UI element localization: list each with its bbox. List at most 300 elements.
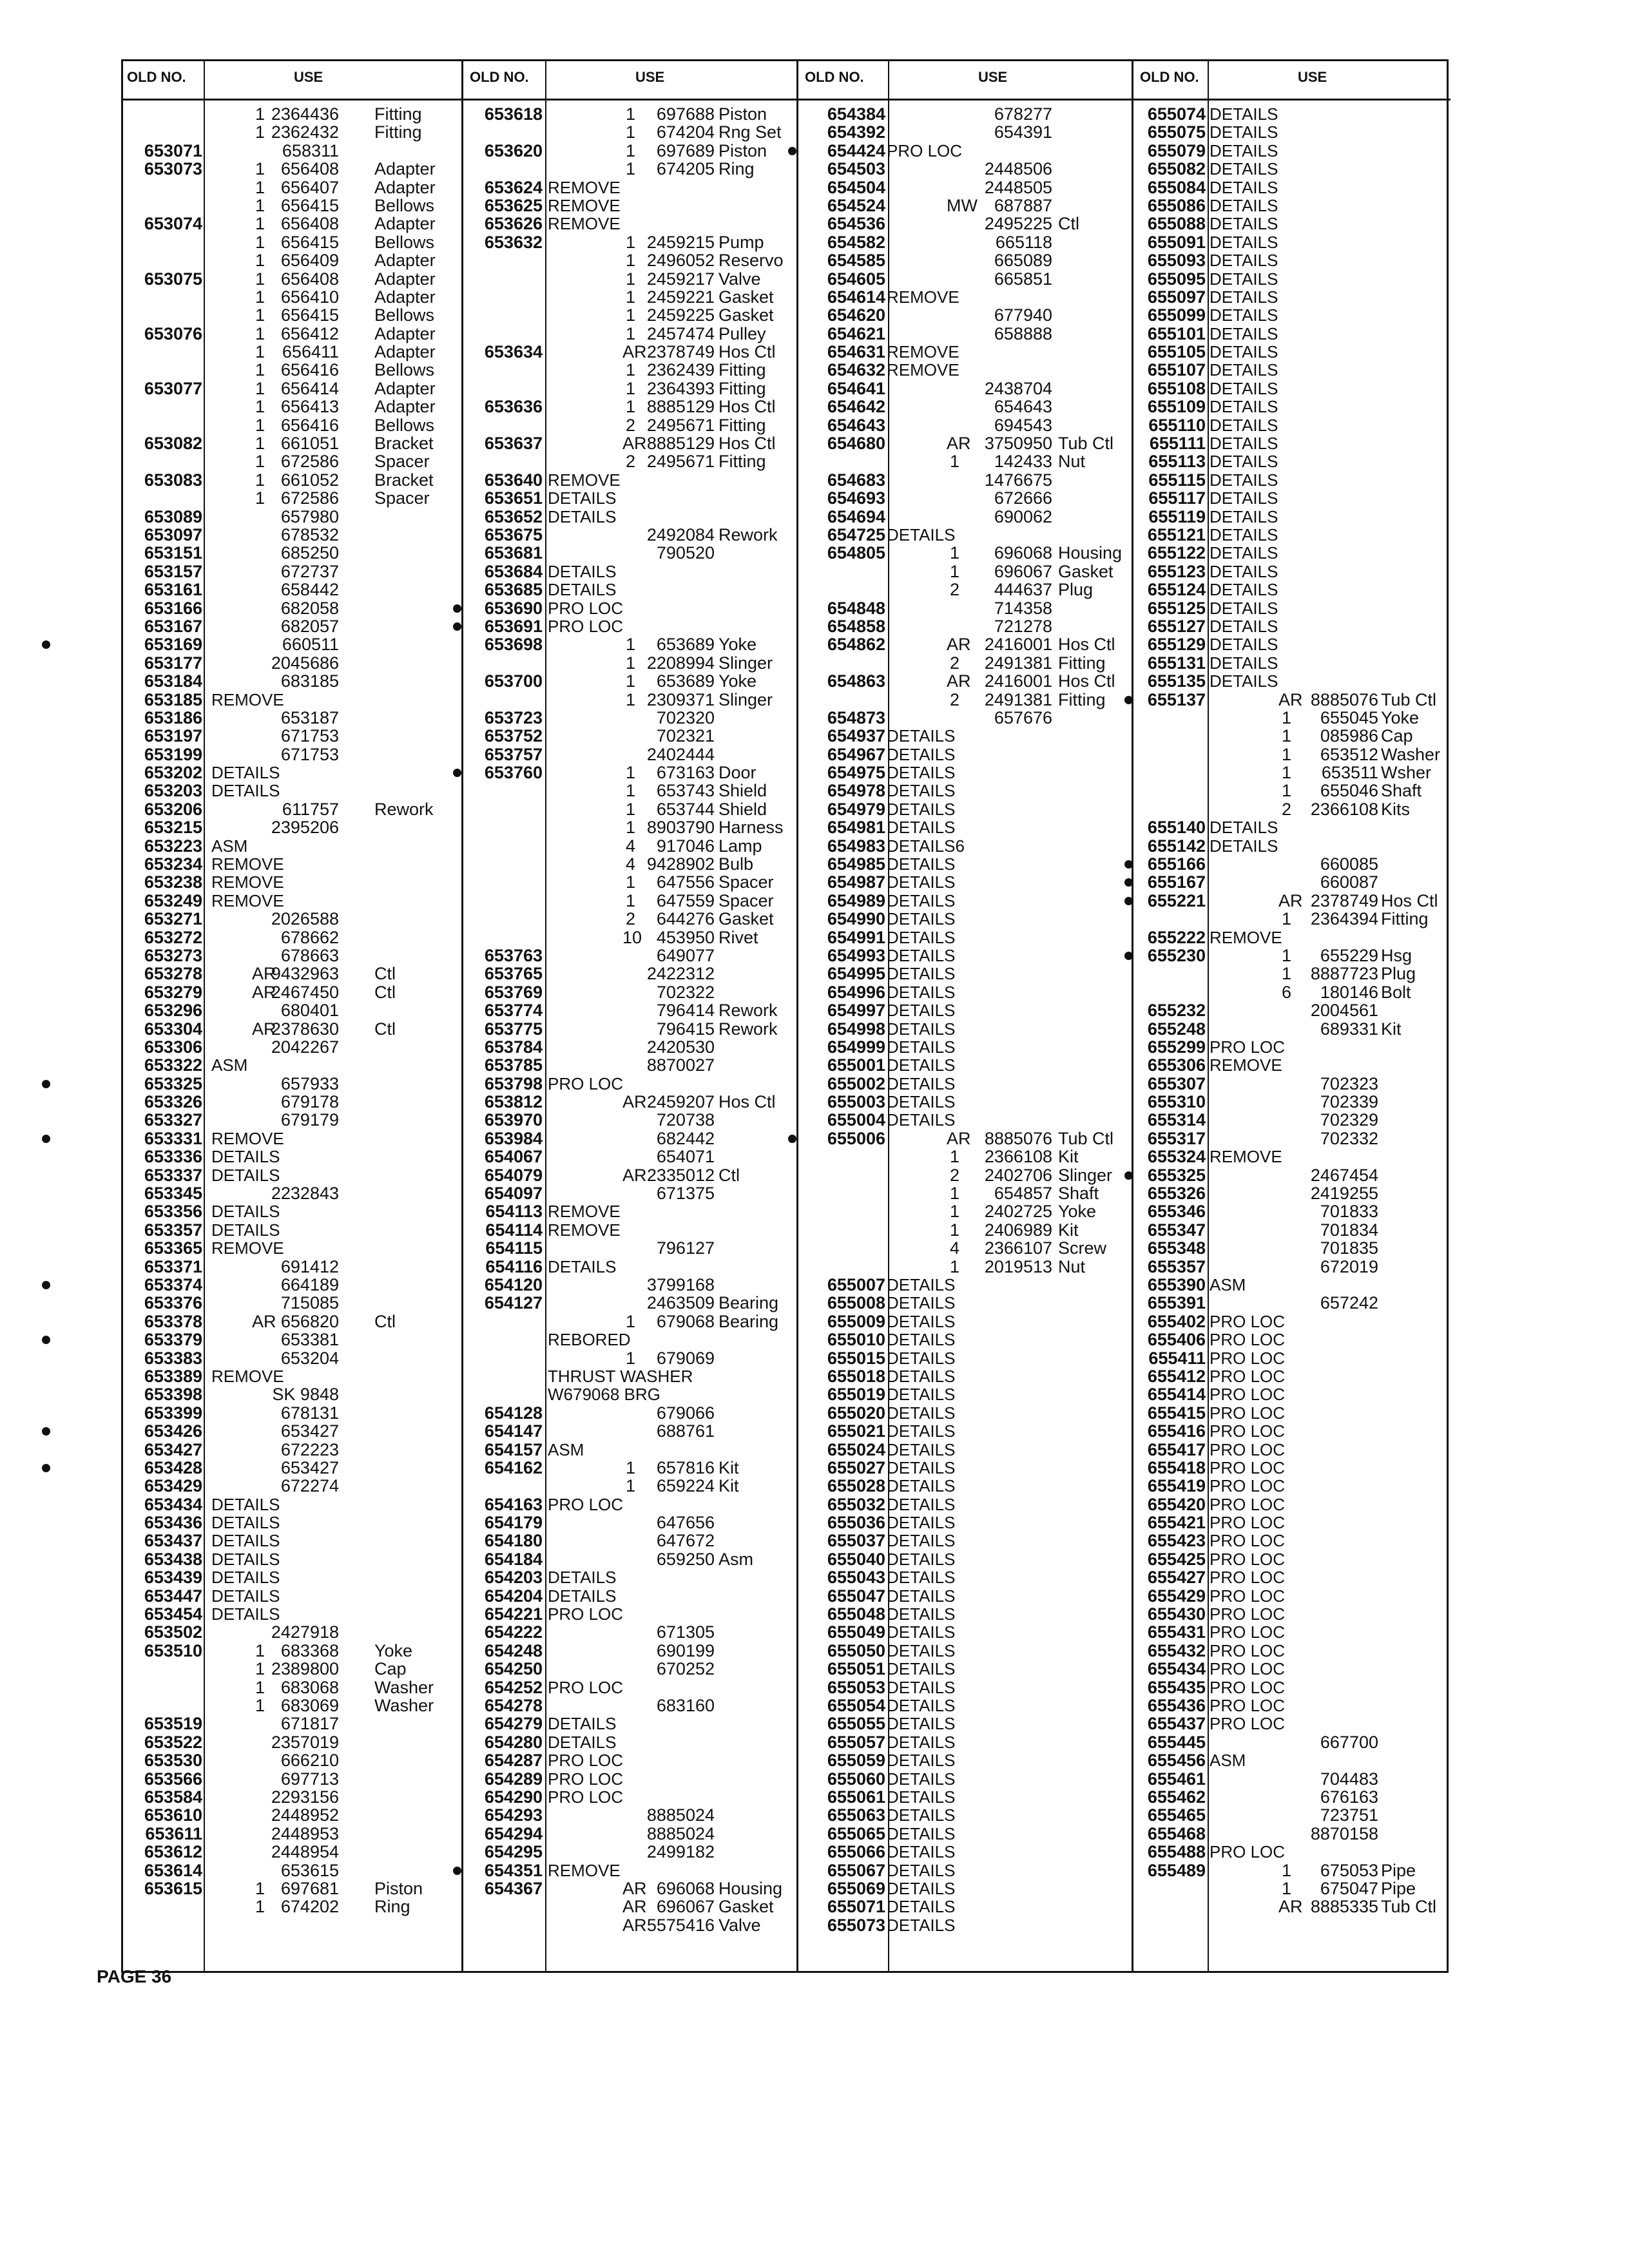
table-row: [1133, 105, 1451, 123]
quantity: 1: [625, 1457, 635, 1477]
use-keyword: DETAILS: [1210, 635, 1278, 655]
old-number: 654147: [484, 1421, 543, 1441]
old-number: 653566: [144, 1769, 202, 1789]
quantity: 1: [949, 1147, 959, 1167]
quantity: AR: [947, 1128, 971, 1148]
old-number: 655001: [827, 1055, 885, 1075]
table-row: [1133, 1404, 1451, 1422]
old-number: 655050: [827, 1640, 885, 1660]
part-description: Asm: [718, 1549, 753, 1569]
old-number: 654996: [827, 982, 885, 1002]
table-row: [123, 1258, 461, 1276]
header-old-no: OLD NO.: [1140, 69, 1199, 85]
part-number: 180146: [1320, 982, 1378, 1002]
table-row: [798, 361, 1132, 379]
part-description: Nut: [1058, 452, 1086, 472]
table-row: [463, 928, 796, 947]
part-number: 671753: [280, 744, 339, 764]
part-number: 654391: [994, 122, 1052, 142]
column-1: [123, 61, 461, 1971]
table-row: [1133, 947, 1451, 965]
use-keyword: PRO LOC: [1210, 1476, 1286, 1496]
old-number: 655417: [1147, 1439, 1206, 1459]
bullet-dot-icon: [42, 1281, 50, 1289]
use-keyword: PRO LOC: [1210, 1695, 1286, 1715]
old-number: 654967: [827, 744, 885, 764]
old-number: 653634: [484, 342, 543, 362]
quantity: 1: [625, 653, 635, 673]
table-row: [1133, 1020, 1451, 1038]
use-keyword: ASM: [211, 1055, 248, 1075]
table-row: [463, 434, 796, 452]
table-row: [463, 1441, 796, 1459]
quantity: 2: [949, 689, 959, 709]
table-row: [123, 452, 461, 470]
part-number: 671817: [280, 1714, 339, 1734]
table-row: [463, 1385, 796, 1403]
old-number: 654128: [484, 1403, 543, 1423]
table-row: [123, 1093, 461, 1111]
part-number: 3799168: [646, 1275, 715, 1294]
use-keyword: DETAILS: [1210, 122, 1278, 142]
part-description: Ctl: [374, 982, 396, 1002]
quantity: 1: [1281, 1860, 1291, 1880]
old-number: 654279: [484, 1714, 543, 1734]
old-number: 653437: [144, 1531, 202, 1551]
old-number: 654248: [484, 1640, 543, 1660]
use-keyword: DETAILS: [1210, 232, 1278, 252]
old-number: 653454: [144, 1604, 202, 1624]
part-number: 2402706: [984, 1165, 1052, 1185]
table-row: [1133, 782, 1451, 800]
part-description: Bulb: [718, 854, 754, 874]
old-number: 655418: [1147, 1457, 1206, 1477]
table-row: [463, 544, 796, 562]
bullet-dot-icon: [453, 622, 461, 631]
old-number: 655411: [1148, 1348, 1206, 1368]
table-row: [463, 1806, 796, 1824]
old-number: 654990: [827, 909, 885, 929]
old-number: 655071: [827, 1897, 885, 1917]
part-description: Gasket: [718, 287, 774, 307]
table-row: [798, 123, 1132, 141]
table-row: [798, 965, 1132, 983]
part-number: 8885076: [984, 1128, 1052, 1148]
part-number: 702329: [1320, 1110, 1378, 1130]
part-number: 649077: [656, 945, 715, 965]
part-number: 2364436: [271, 104, 339, 124]
part-number: 672586: [280, 488, 339, 508]
old-number: 653076: [144, 323, 202, 343]
quantity: 1: [255, 452, 265, 472]
old-number: 653223: [144, 836, 202, 856]
quantity: 1: [949, 1184, 959, 1204]
quantity: 1: [625, 1348, 635, 1368]
part-number: 2357019: [271, 1732, 339, 1752]
use-keyword: DETAILS: [887, 799, 956, 819]
old-number: 653238: [144, 872, 202, 892]
table-row: [798, 1843, 1132, 1861]
quantity: 1: [255, 195, 265, 215]
table-row: [1133, 1550, 1451, 1568]
use-keyword: DETAILS: [887, 524, 956, 544]
quantity: 1: [255, 378, 265, 398]
quantity: AR: [622, 1878, 647, 1898]
use-keyword: DETAILS: [887, 744, 956, 764]
table-row: [463, 325, 796, 343]
old-number: 654643: [827, 415, 885, 435]
old-number: 655004: [827, 1110, 885, 1130]
table-row: [798, 1404, 1132, 1422]
use-keyword: REMOVE: [211, 689, 284, 709]
table-row: [123, 1532, 461, 1550]
part-number: 691412: [280, 1256, 339, 1276]
part-number: 697688: [656, 104, 715, 124]
table-row: [798, 1898, 1132, 1916]
quantity: 1: [949, 543, 959, 563]
table-row: [463, 160, 796, 178]
old-number: 653157: [144, 561, 202, 581]
table-row: [463, 1221, 796, 1239]
old-number: 655232: [1147, 1001, 1206, 1021]
part-number: 696067: [994, 561, 1052, 581]
old-number: 654114: [485, 1220, 543, 1240]
quantity: 1: [255, 159, 265, 179]
use-keyword: PRO LOC: [1210, 1513, 1286, 1533]
table-row: [123, 1550, 461, 1568]
table-row: [798, 617, 1132, 635]
use-keyword: PRO LOC: [1210, 1439, 1286, 1459]
quantity: 1: [625, 1311, 635, 1331]
use-keyword: REMOVE: [887, 342, 959, 362]
old-number: 655489: [1147, 1860, 1206, 1880]
old-number: 655009: [827, 1311, 885, 1331]
quantity: 1: [1281, 707, 1291, 727]
use-keyword: DETAILS: [887, 1055, 956, 1075]
quantity: 1: [255, 360, 265, 380]
table-row: [463, 1495, 796, 1514]
part-number: 8885076: [1310, 689, 1378, 709]
old-number: 655135: [1147, 671, 1206, 691]
old-number: 655402: [1147, 1311, 1206, 1331]
old-number: 655010: [827, 1330, 885, 1350]
part-number: 2364393: [646, 378, 715, 398]
use-keyword: DETAILS: [887, 1878, 956, 1898]
old-number: 653785: [484, 1055, 543, 1075]
old-number: 653438: [144, 1549, 202, 1569]
table-row: [123, 1623, 461, 1641]
old-number: 653167: [144, 616, 202, 636]
table-row: [123, 892, 461, 910]
use-keyword: DETAILS: [548, 561, 617, 581]
table-row: [463, 1879, 796, 1898]
table-row: [798, 1879, 1132, 1898]
table-row: [123, 1843, 461, 1861]
part-number: 660087: [1320, 872, 1378, 892]
table-row: [798, 1184, 1132, 1202]
use-keyword: DETAILS: [1210, 543, 1278, 563]
old-number: 653502: [144, 1622, 202, 1642]
old-number: 653614: [144, 1860, 202, 1880]
old-number: 653618: [484, 104, 543, 124]
old-number: 655166: [1147, 854, 1206, 874]
part-number: 672223: [280, 1439, 339, 1459]
old-number: 653306: [144, 1037, 202, 1057]
old-number: 653202: [144, 763, 202, 783]
part-description: Spacer: [718, 872, 774, 892]
use-keyword: PRO LOC: [887, 140, 963, 160]
table-row: [1133, 233, 1451, 251]
table-row: [123, 1879, 461, 1898]
table-row: [123, 398, 461, 416]
table-row: [123, 1221, 461, 1239]
old-number: 655435: [1147, 1677, 1206, 1697]
part-number: 656411: [282, 342, 339, 362]
table-row: [1133, 1587, 1451, 1605]
old-number: 654293: [484, 1805, 543, 1825]
table-row: [123, 928, 461, 947]
old-number: 655488: [1147, 1842, 1206, 1862]
table-row: [463, 233, 796, 251]
part-description: Hsg: [1381, 945, 1412, 965]
table-row: [123, 837, 461, 855]
table-row: [798, 251, 1132, 269]
old-number: 655391: [1147, 1293, 1206, 1313]
table-row: [798, 1294, 1132, 1312]
old-number: 653774: [484, 1001, 543, 1021]
old-number: 653691: [484, 616, 543, 636]
use-keyword: PRO LOC: [548, 1769, 624, 1789]
quantity: 1: [625, 818, 635, 838]
old-number: 653074: [144, 214, 202, 234]
use-keyword: PRO LOC: [1210, 1494, 1286, 1514]
table-row: [123, 178, 461, 197]
table-row: [123, 1422, 461, 1440]
part-number: 8885024: [646, 1823, 715, 1843]
part-number: 657980: [280, 506, 339, 526]
part-number: 2448952: [271, 1805, 339, 1825]
table-row: [123, 1514, 461, 1532]
table-row: [1133, 1111, 1451, 1129]
old-number: 655310: [1147, 1092, 1206, 1112]
quantity: 10: [622, 927, 642, 947]
part-description: Valve: [718, 269, 761, 289]
part-description: Bearing: [718, 1311, 779, 1331]
old-number: 655079: [1147, 140, 1206, 160]
old-number: 653073: [144, 159, 202, 179]
table-row: [798, 873, 1132, 891]
use-keyword: DETAILS: [1210, 818, 1278, 838]
table-row: [123, 142, 461, 160]
table-row: [463, 1093, 796, 1111]
table-row: [1133, 1367, 1451, 1385]
old-number: 655048: [827, 1604, 885, 1624]
table-row: [1133, 1806, 1451, 1824]
old-number: 655019: [827, 1385, 885, 1405]
old-number: 653177: [144, 653, 202, 673]
table-row: [798, 1715, 1132, 1733]
old-number: 653752: [484, 726, 543, 746]
table-row: [798, 672, 1132, 690]
old-number: 654203: [484, 1568, 543, 1588]
table-row: [1133, 1422, 1451, 1440]
part-description: Ctl: [374, 964, 396, 984]
use-keyword: DETAILS: [887, 854, 956, 874]
old-number: 655125: [1147, 598, 1206, 618]
table-row: [1133, 1605, 1451, 1623]
table-row: [1133, 691, 1451, 709]
table-row: [1133, 1331, 1451, 1349]
table-row: [463, 1898, 796, 1916]
table-row: [123, 727, 461, 745]
old-number: 654937: [827, 726, 885, 746]
table-row: [798, 1605, 1132, 1623]
table-row: [463, 178, 796, 197]
old-number: 655047: [827, 1586, 885, 1606]
old-number: 653690: [484, 598, 543, 618]
bullet-dot-icon: [1124, 897, 1133, 905]
table-row: [798, 1459, 1132, 1477]
table-row: [123, 1898, 461, 1916]
old-number: 653784: [484, 1037, 543, 1057]
part-description: Screw: [1058, 1238, 1107, 1258]
bullet-dot-icon: [42, 1336, 50, 1344]
part-description: Hos Ctl: [718, 1092, 776, 1112]
table-row: [123, 1441, 461, 1459]
old-number: 653426: [144, 1421, 202, 1441]
part-number: 2378749: [646, 342, 715, 362]
table-row: [798, 1642, 1132, 1660]
part-number: 654857: [994, 1184, 1052, 1204]
old-number: 654632: [827, 360, 885, 380]
table-row: [1133, 380, 1451, 398]
old-number: 655357: [1147, 1256, 1206, 1276]
quantity: AR: [1278, 1897, 1303, 1917]
table-row: [1133, 562, 1451, 581]
use-keyword: REMOVE: [548, 177, 621, 197]
table-row: [1133, 142, 1451, 160]
old-number: 655140: [1147, 818, 1206, 838]
use-keyword: DETAILS: [887, 1494, 956, 1514]
part-description: Washer: [374, 1695, 434, 1715]
part-number: 2492084: [646, 524, 715, 544]
old-number: 655462: [1147, 1787, 1206, 1807]
old-number: 653775: [484, 1019, 543, 1039]
table-row: [123, 380, 461, 398]
old-number: 655043: [827, 1568, 885, 1588]
use-keyword: PRO LOC: [548, 1604, 624, 1624]
bullet-dot-icon: [42, 1464, 50, 1472]
table-row: [463, 270, 796, 288]
old-number: 653684: [484, 561, 543, 581]
part-number: 2402725: [984, 1202, 1052, 1222]
table-row: [798, 1093, 1132, 1111]
table-row: [123, 508, 461, 526]
old-number: 653272: [144, 927, 202, 947]
part-number: 688761: [656, 1421, 715, 1441]
old-number: 655230: [1147, 945, 1206, 965]
table-row: [463, 361, 796, 379]
use-keyword: PRO LOC: [548, 598, 624, 618]
old-number: 654981: [827, 818, 885, 838]
table-row: [798, 1312, 1132, 1331]
part-number: 660085: [1320, 854, 1378, 874]
old-number: 655317: [1147, 1128, 1206, 1148]
table-row: [463, 745, 796, 764]
old-number: 655437: [1147, 1714, 1206, 1734]
old-number: 654620: [827, 305, 885, 325]
old-number: 655066: [827, 1842, 885, 1862]
table-row: [123, 123, 461, 141]
table-row: [463, 1696, 796, 1715]
part-description: Yoke: [374, 1640, 413, 1660]
part-number: 3750950: [984, 434, 1052, 454]
use-keyword: REMOVE: [887, 360, 959, 380]
old-number: 655091: [1147, 232, 1206, 252]
use-keyword: DETAILS: [1210, 342, 1278, 362]
use-keyword: DETAILS: [211, 1165, 280, 1185]
part-number: 697689: [656, 140, 715, 160]
part-number: 702323: [1320, 1073, 1378, 1093]
table-row: [463, 1184, 796, 1202]
part-number: 796127: [656, 1238, 715, 1258]
old-number: 655088: [1147, 214, 1206, 234]
use-keyword: DETAILS: [1210, 323, 1278, 343]
table-row: [463, 1056, 796, 1074]
part-description: Bracket: [374, 434, 434, 454]
use-keyword: DETAILS: [887, 1476, 956, 1496]
use-keyword: DETAILS: [1210, 616, 1278, 636]
table-row: [798, 1587, 1132, 1605]
table-row: [463, 526, 796, 544]
old-number: 653273: [144, 945, 202, 965]
old-number: 655434: [1147, 1659, 1206, 1679]
quantity: 2: [949, 580, 959, 600]
quantity: 1: [625, 397, 635, 417]
table-row: [1133, 965, 1451, 983]
part-description: Kit: [1058, 1147, 1079, 1167]
table-row: [123, 105, 461, 123]
part-description: Pulley: [718, 323, 766, 343]
table-row: [463, 1642, 796, 1660]
old-number: 654250: [484, 1659, 543, 1679]
old-number: 655108: [1147, 378, 1206, 398]
table-row: [798, 1751, 1132, 1769]
table-row: [798, 1660, 1132, 1678]
old-number: 653371: [144, 1256, 202, 1276]
old-number: 655086: [1147, 195, 1206, 215]
old-number: 653322: [144, 1055, 202, 1075]
use-keyword: PRO LOC: [548, 1494, 624, 1514]
table-row: [463, 306, 796, 324]
old-number: 653522: [144, 1732, 202, 1752]
use-keyword: REMOVE: [548, 214, 621, 234]
table-row: [798, 1678, 1132, 1696]
old-number: 655423: [1147, 1531, 1206, 1551]
table-row: [123, 1495, 461, 1514]
use-keyword: DETAILS: [548, 1586, 617, 1606]
old-number: 653365: [144, 1238, 202, 1258]
part-number: 2026588: [271, 909, 339, 929]
part-description: Shield: [718, 781, 767, 801]
part-number: 8885024: [646, 1805, 715, 1825]
table-row: [1133, 1294, 1451, 1312]
old-number: 655054: [827, 1695, 885, 1715]
table-row: [463, 197, 796, 215]
old-number: 654621: [827, 323, 885, 343]
table-row: [123, 1642, 461, 1660]
part-number: 453950: [656, 927, 715, 947]
